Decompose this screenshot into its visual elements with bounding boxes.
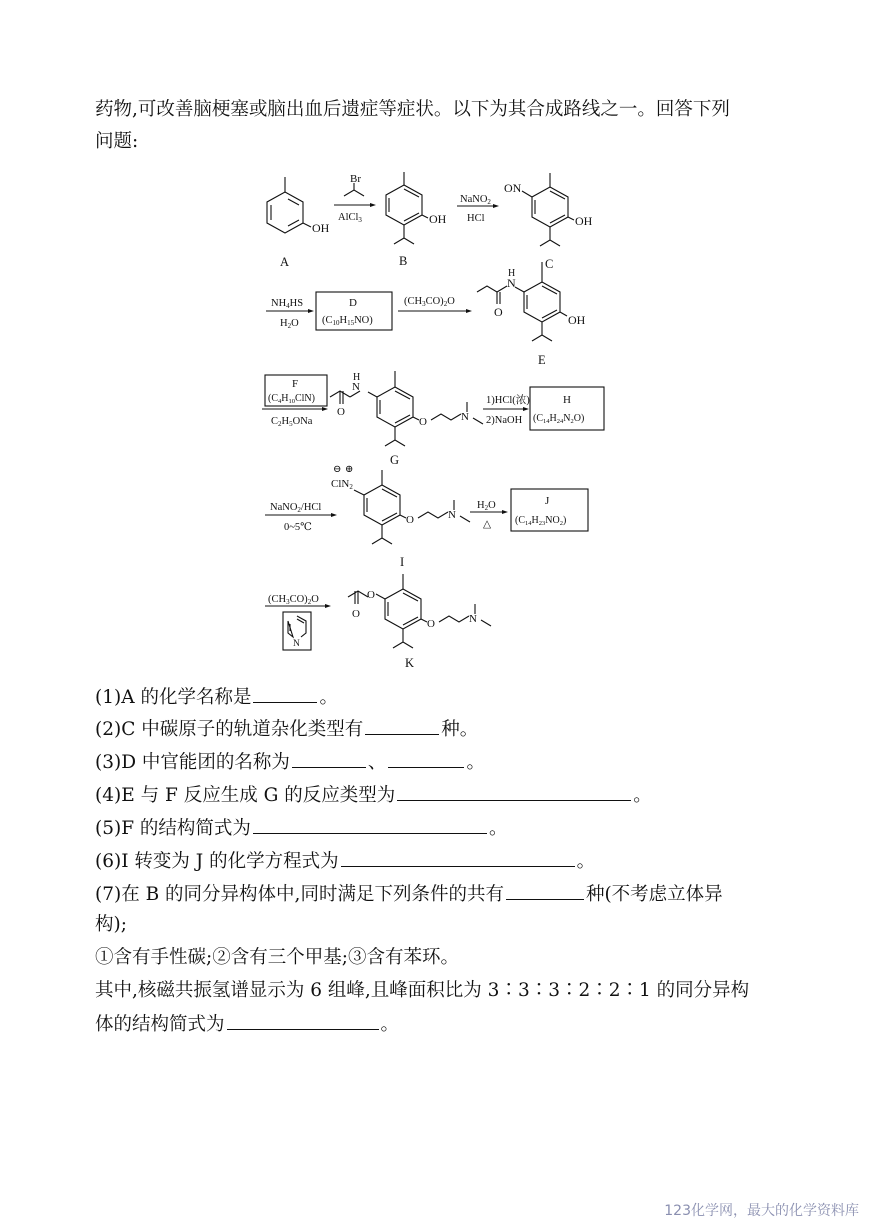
question-3-separator: 、 (367, 752, 387, 773)
question-7-last-end: 。 (380, 1014, 400, 1035)
reagent-ac2o-row5: (CH3CO)2O (268, 594, 319, 606)
intro-line-1: 药物,可改善脑梗塞或脑出血后遗症等症状。以下为其合成路线之一。回答下列 (95, 99, 730, 120)
question-3-end: 。 (466, 752, 485, 773)
charge-plus: ⊕ (345, 464, 354, 475)
compound-a (267, 177, 311, 233)
compound-i-n: N (448, 509, 456, 521)
intro-line-2: 问题: (95, 131, 139, 152)
question-6-end: 。 (576, 851, 596, 872)
compound-e-oh: OH (568, 313, 586, 327)
compound-g-n-amine: N (461, 411, 469, 423)
reagent-br-label: Br (350, 173, 361, 185)
compound-i-label: I (400, 555, 405, 569)
answer-blank-7b[interactable] (227, 1011, 379, 1030)
answer-blank-6[interactable] (341, 848, 575, 867)
answer-blank-7a[interactable] (506, 881, 584, 900)
answer-blank-2[interactable] (365, 716, 439, 735)
reagent-nano2-hcl: NaNO2/HCl (270, 502, 322, 514)
reagent-alcl3: AlCl3 (338, 212, 362, 224)
compound-g-n: N (352, 381, 360, 393)
question-4 (95, 782, 652, 809)
compound-e-label: E (538, 353, 546, 367)
box-h-formula: $(C_{14}H_{24}N_2O)$ (533, 413, 585, 425)
question-1-end: 。 (319, 687, 338, 708)
reagent-ac2o-row2: (CH3CO)2O (404, 296, 455, 308)
answer-blank-3a[interactable] (292, 749, 366, 768)
compound-e (477, 262, 567, 341)
compound-b-label: B (399, 254, 408, 268)
compound-g-h: H (353, 372, 361, 383)
reagent-hcl: HCl (467, 213, 485, 224)
question-5 (95, 815, 507, 842)
compound-c (522, 173, 574, 246)
question-6-text: (6)I 转变为 J 的化学方程式为 (95, 851, 339, 872)
diazonium-group: ClN2 (331, 478, 353, 491)
question-2-text: (2)C 中碳原子的轨道杂化类型有 (95, 719, 364, 740)
reagent-c2h5ona: C2H5ONa (271, 416, 313, 428)
question-4-end: 。 (633, 785, 652, 806)
compound-g-o-ether: O (419, 416, 427, 428)
pyridine-ring (288, 616, 306, 637)
question-7 (95, 881, 723, 908)
question-3 (95, 749, 485, 776)
question-7-text: (7)在 B 的同分异构体中,同时满足下列条件的共有 (95, 884, 504, 905)
reagent-h2o-row4: H2O (477, 500, 496, 512)
box-d-formula: (C10H15NO) (322, 315, 373, 327)
box-j-label: J (545, 495, 550, 507)
reagent-h2o-row2: H2O (280, 318, 299, 330)
box-h-label: H (563, 394, 571, 406)
answer-blank-1[interactable] (253, 684, 317, 703)
question-7-last (95, 1011, 399, 1038)
box-d-label: D (349, 297, 357, 309)
reagent-nano2: NaNO2 (460, 194, 491, 206)
compound-k-label: K (405, 656, 415, 670)
footer-watermark: 123化学网，最大的化学资料库 (664, 1203, 859, 1219)
compound-e-h: H (508, 268, 516, 279)
reagent-nh4hs: NH4HS (271, 298, 304, 310)
reagent-temp: 0~5℃ (284, 522, 312, 533)
compound-b (386, 172, 428, 244)
compound-k (348, 574, 491, 648)
answer-blank-3b[interactable] (388, 749, 464, 768)
question-1-text: (1)A 的化学名称是 (95, 687, 252, 708)
box-f-label: F (292, 378, 299, 390)
question-2-end: 种。 (441, 719, 479, 740)
question-1 (95, 684, 338, 711)
compound-k-o-ester: O (367, 589, 375, 601)
question-5-text: (5)F 的结构简式为 (95, 818, 251, 839)
compound-k-o-ether: O (427, 618, 435, 630)
answer-blank-5[interactable] (253, 815, 487, 834)
question-6 (95, 848, 595, 875)
question-7-last-text: 体的结构简式为 (95, 1014, 225, 1035)
answer-blank-4[interactable] (397, 782, 631, 801)
compound-k-o-carbonyl: O (352, 608, 360, 620)
compound-c-label: C (545, 257, 554, 271)
reagent-heat: △ (483, 519, 492, 530)
compound-b-oh: OH (429, 212, 447, 226)
compound-a-label: A (280, 255, 290, 269)
box-j-formula: $(C_{14}H_{23}NO_2)$ (515, 515, 567, 527)
reagent-step2: 2)NaOH (486, 415, 523, 426)
compound-k-n: N (469, 613, 477, 625)
question-7-conditions: ①含有手性碳;②含有三个甲基;③含有苯环。 (95, 947, 459, 968)
box-f-formula: $(C_4H_{10}ClN)$ (268, 393, 315, 405)
compound-a-oh: OH (312, 221, 330, 235)
pyridine-n: N (293, 639, 300, 649)
reagent-step1: 1)HCl(浓) (486, 395, 530, 406)
question-7-continuation: 种(不考虑立体异 (585, 884, 723, 905)
compound-c-oh: OH (575, 214, 593, 228)
compound-i-o: O (406, 514, 414, 526)
question-3-text: (3)D 中官能团的名称为 (95, 752, 290, 773)
compound-e-o: O (494, 305, 503, 319)
question-2 (95, 716, 478, 743)
compound-c-on: ON (504, 181, 522, 195)
question-7-line-2: 构); (95, 914, 127, 935)
compound-g-o-carbonyl: O (337, 406, 345, 418)
question-7-nmr: 其中,核磁共振氢谱显示为 6 组峰,且峰面积比为 3∶3∶3∶2∶2∶1 的同分异构 (95, 980, 750, 1001)
question-5-end: 。 (488, 818, 508, 839)
compound-e-n: N (507, 276, 516, 290)
question-4-text: (4)E 与 F 反应生成 G 的反应类型为 (95, 785, 396, 806)
compound-g-label: G (390, 453, 400, 467)
compound-i (354, 470, 470, 544)
charge-minus: ⊖ (333, 464, 342, 475)
